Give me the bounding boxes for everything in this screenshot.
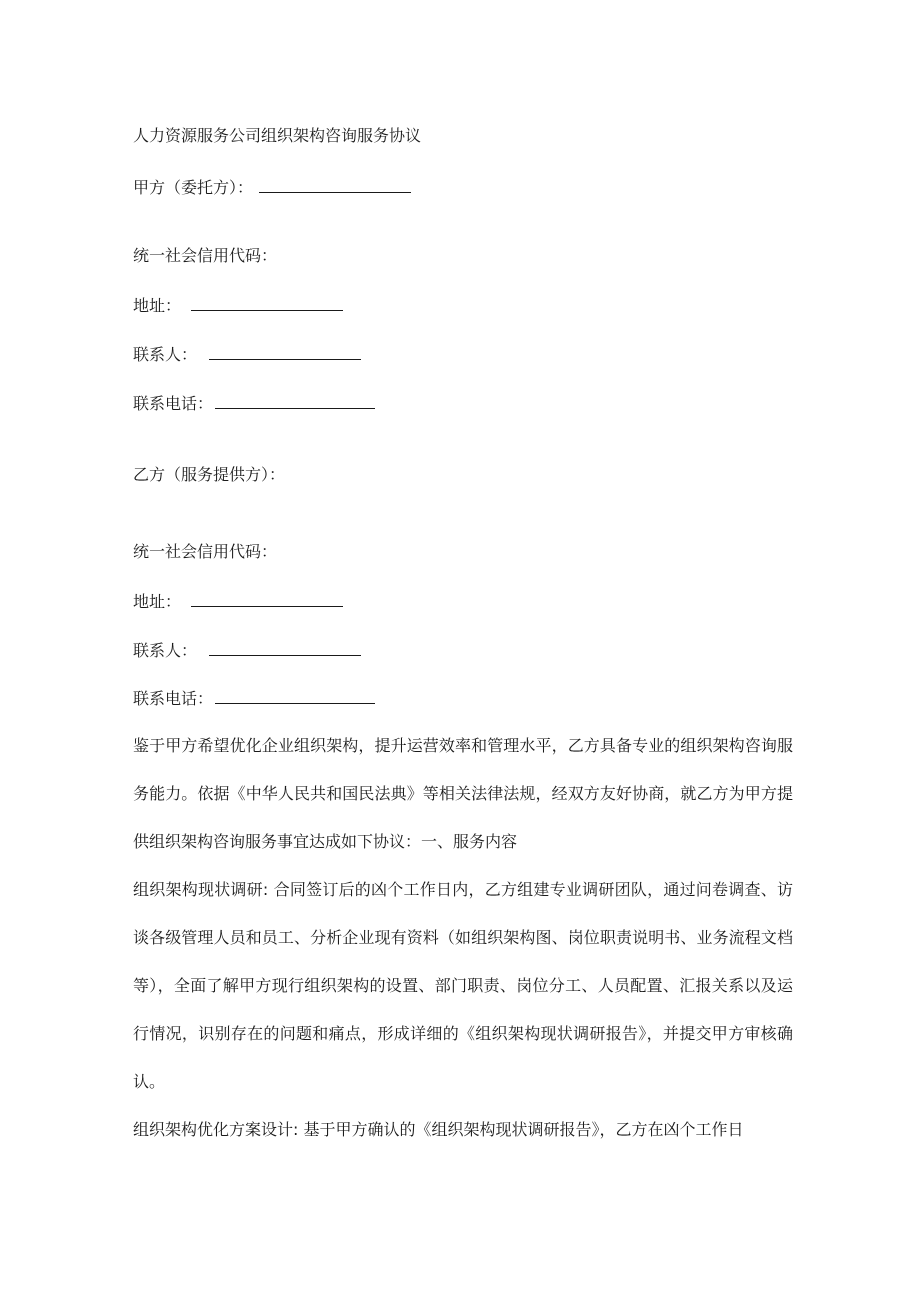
party-b-credit-code: 统一社会信用代码：: [133, 542, 278, 561]
party-b-contact-line: [133, 639, 361, 661]
document-title: 人力资源服务公司组织架构咨询服务协议: [133, 126, 422, 145]
party-a-phone-label: 联系电话：: [133, 394, 214, 413]
clause-optimization-design: 组织架构优化方案设计: 基于甲方确认的《组织架构现状调研报告》，乙方在凶个工作日: [133, 1120, 744, 1139]
party-b-contact-label: 联系人：: [133, 641, 198, 660]
party-b-phone-blank: [215, 687, 375, 704]
party-a-phone-line: [133, 392, 375, 414]
party-b-address-label: 地址：: [133, 592, 182, 611]
party-a-contact-label: 联系人：: [133, 345, 198, 364]
party-a-name-blank: [259, 176, 411, 193]
party-b-heading: 乙方（服务提供方）：: [133, 465, 286, 484]
party-a-address-blank: [191, 294, 343, 311]
party-a-contact-blank: [209, 343, 361, 360]
party-a-address-line: [133, 294, 343, 316]
preamble-paragraph: 鉴于甲方希望优化企业组织架构，提升运营效率和管理水平，乙方具备专业的组织架构咨询服务能力。依据《中华人民共和国民法典》等相关法律法规，经双方友好协商，就乙方为甲方提供组织架构咨询服务事宜达成如下协议：一、服务内容: [133, 736, 793, 851]
party-b-address-blank: [191, 590, 343, 607]
party-a-heading-line: [133, 176, 411, 198]
party-b-contact-blank: [209, 639, 361, 656]
party-a-address-label: 地址：: [133, 296, 182, 315]
party-b-address-line: [133, 590, 343, 612]
party-b-phone-label: 联系电话：: [133, 689, 214, 708]
party-a-phone-blank: [215, 392, 375, 409]
party-a-contact-line: [133, 343, 361, 365]
party-a-heading: 甲方（委托方）：: [133, 178, 254, 197]
clause-status-research: 组织架构现状调研: 合同签订后的凶个工作日内，乙方组建专业调研团队，通过问卷调查、访谈各级管理人员和员工、分析企业现有资料（如组织架构图、岗位职责说明书、业务流程文档等），全面了解甲方现行组织架构的设置、部门职责、岗位分工、人员配置、汇报关系以及运行情况，识别存在的问题和痛点，形成详细的《组织架构现状调研报告》，并提交甲方审核确认。: [133, 880, 793, 1091]
party-a-credit-code: 统一社会信用代码：: [133, 246, 278, 265]
party-b-phone-line: [133, 687, 375, 709]
